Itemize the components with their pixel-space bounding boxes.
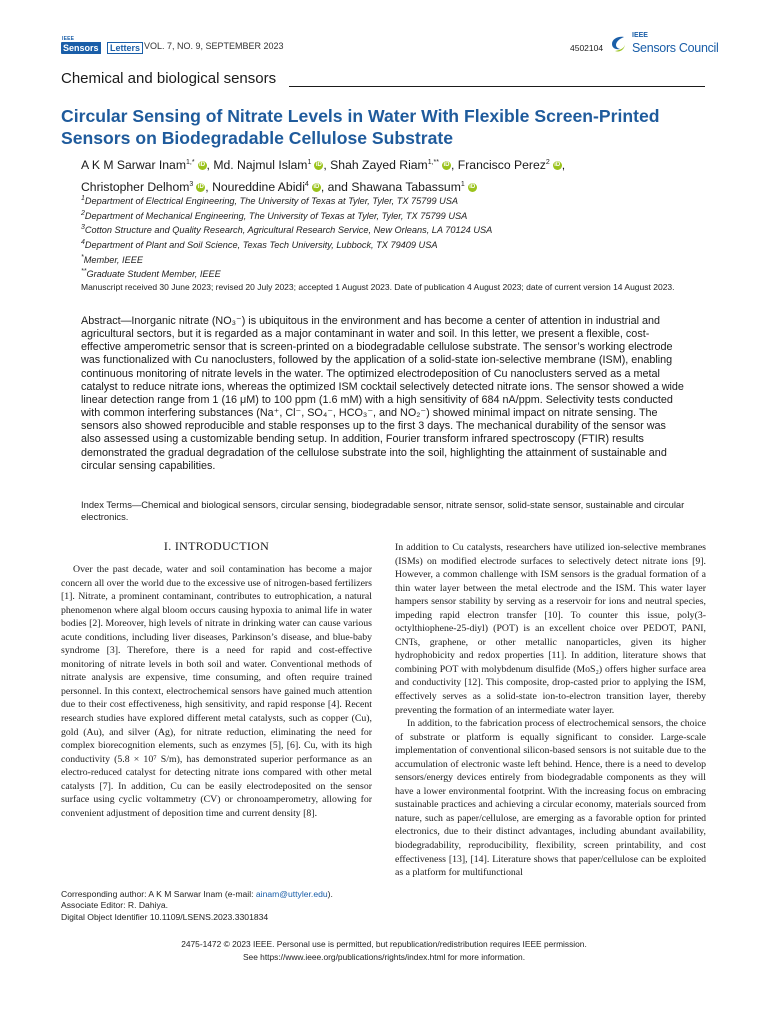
author-name: Shawana Tabassum — [351, 180, 461, 195]
sensors-council-swoosh-icon — [608, 34, 628, 54]
manuscript-info: Manuscript received 30 June 2023; revised 20 July 2023; accepted 1 August 2023. Date of publication 4 August 2023; date of current version 14 August 2023. — [81, 282, 675, 292]
author-list: A K M Sarwar Inam$^{1,*}$ iD , Md. Najmul Islam$^1$ iD , Shah Zayed Riam$^{1,**}$ iD , Francisco Perez$^2$ iD , Christopher Delhom$^3$ iD , Noureddine Abidi$^4$ iD , and Shawana Tabassum$^1$ iD — [81, 158, 566, 195]
rights-link-line: See https://www.ieee.org/publications/rights/index.html for more information. — [242, 951, 526, 962]
footnotes — [61, 889, 372, 923]
author-name: Noureddine Abidi — [212, 180, 305, 195]
author-affil-mark: 1,** — [427, 159, 440, 166]
affiliation-item: $^1$Department of Electrical Engineering, The University of Texas at Tyler, Tyler, TX 75799 USA — [81, 195, 459, 207]
doi: Digital Object Identifier 10.1109/LSENS.2023.3301834 — [61, 911, 269, 922]
left-column — [61, 563, 372, 820]
section-rule — [289, 86, 705, 87]
sensors-letters-logo — [61, 38, 151, 56]
abstract-label: Abstract — [81, 315, 121, 327]
associate-editor: Associate Editor: R. Dahiya. — [61, 900, 168, 911]
author-affil-mark: 1,* — [185, 159, 195, 166]
author-name: Francisco Perez — [457, 158, 546, 173]
affiliation-item: $^3$Cotton Structure and Quality Research, Agricultural Research Service, New Orleans, LA 70124 USA — [81, 224, 493, 236]
orcid-icon[interactable]: iD — [469, 184, 476, 191]
affiliation-item: $^2$Department of Mechanical Engineering, The University of Texas at Tyler, Tyler, TX 75799 USA — [81, 209, 468, 221]
affiliation-item: *Member, IEEE — [81, 253, 143, 265]
body-paragraph: Over the past decade, water and soil contamination has become a major concern all over the world due to the excessive use of nitrogen-based fertilizers [1]. Nitrate, a prominent contaminant, contributes to eutrophication, a natural phenomenon where algal bloom occurs causing hypoxia to animal life in water bodies [2]. Moreover, high levels of nitrate in drinking water can cause various acute conditions, including liver diseases, Parkinson’s disease, and blue-baby syndrome [3]. Therefore, there is a need for rapid and cost-effective monitoring of nitrate levels in both soil and water. Conventional methods of nitrate analysis are expensive, time consuming, and often require trained personnel. In this context, electrochemical sensors have gained much attention due to their cost effectiveness, high sensitivity, and rapid response [4]. Recent research studies have explored different metal catalysts, such as copper (Cu), gold (Au), and silver (Ag), for nitrate reduction, eliminating the need for complex biorecognition elements, such as enzymes [5], [6]. Cu, with its high conductivity (5.8 × 10⁷ S/m), has demonstrated superior performance as an electro-reduced catalyst for detecting nitrate ions compared with other metal catalysts [7]. In addition, Cu can be easily electrodeposited on the sensor surface using cyclic voltammetry (CV) or chronoamperometry, allowing for convenient adjustment of deposition time and current density [8]. — [61, 564, 372, 819]
author-affil-mark: 2 — [545, 159, 550, 166]
orcid-icon[interactable]: iD — [313, 184, 320, 191]
author-affil-mark: 3 — [189, 181, 194, 189]
council-ieee-text: IEEE — [632, 32, 648, 39]
logo-letters-text: Letters — [107, 42, 143, 54]
introduction-heading: I. INTRODUCTION — [163, 539, 270, 553]
sensors-council-logo — [608, 32, 719, 58]
abstract: Abstract—Inorganic nitrate (NO₃⁻) is ubiquitous in the environment and has become a center of attention in industrial and agricultural sectors, but it is regarded as a major contaminant in water and soil. In this letter, we present a flexible, cost-effective amperometric sensor that is screen-printed on a biodegradable cellulose substrate. The sensor’s working electrode was functionalized with Cu nanoclusters, followed by the application of a solid-state ion-selective membrane (ISM), enabling continuous monitoring of nitrate levels in the water. The optimized electrodeposition of Cu nanoclusters served as a metal catalyst to reduce nitrate ions, whereas the optimized ISM cocktail selectively detected nitrate ions. The sensor showed a wide linear detection range from 1 (16 μM) to 100 ppm (1.6 mM) with a high sensitivity of 684 nA/ppm. Selectivity tests conducted with common interfering substances (Na⁺, Cl⁻, SO₄⁻, HCO₃⁻, and NO₂⁻) showed minimal impact on nitrate sensing. The sensors also showed reproducible and stable responses up to the first 3 days. The mechanical durability of the sensor was also assessed using a customizable bending setup. In addition, Fourier transform infrared spectroscopy (FTIR) results demonstrated the gradual degradation of the cellulose substrate into the soil, highlighting the attainment of sustainable and circular sensing capabilities. — [81, 315, 684, 472]
author-affil-mark: 1 — [460, 181, 465, 189]
author-affil-mark: 1 — [307, 159, 312, 166]
body-paragraph: In addition, to the fabrication process of electrochemical sensors, the choice of substrate or platform is equally significant to consider. Large-scale implementation of conventional silicon-based sensors is not suitable due to the accumulation of electronic waste left behind. Hence, there is a need to develop sensors/energy devices entirely from biodegradable components as they will have a lower environmental footprint. With the increasing focus on embracing sustainable practices and achieving a circular economy, materials sourced from nature, such as paper/cellulose, are emerging as a favorable option for printed electronics, due to their distinct advantages, including abundant availability, biodegradability, reproducibility, flexibility, screen printability, and cost effectiveness [13], [14]. Literature shows that paper/cellulose can be exploited as a platform for multifunctional — [395, 718, 706, 879]
orcid-icon[interactable]: iD — [554, 162, 561, 169]
volume-info: VOL. 7, NO. 9, SEPTEMBER 2023 — [144, 41, 284, 51]
orcid-icon[interactable]: iD — [199, 162, 206, 169]
author-affil-mark: 4 — [304, 181, 309, 189]
council-name: Sensors Council — [632, 41, 719, 55]
logo-sensors-text: Sensors — [63, 43, 99, 53]
right-column — [395, 541, 706, 880]
logo-ieee-text: IEEE — [62, 36, 75, 42]
affiliations — [81, 193, 701, 281]
author-name: A K M Sarwar Inam — [81, 158, 186, 173]
paper-title: Circular Sensing of Nitrate Levels in Water With Flexible Screen-Printed Sensors on Biodegradable Cellulose Substrate — [61, 106, 660, 148]
section-heading: Chemical and biological sensors — [61, 70, 277, 87]
index-terms-label: Index Terms — [81, 499, 132, 510]
affiliation-item: $^4$Department of Plant and Soil Science, Texas Tech University, Lubbock, TX 79409 USA — [81, 238, 438, 251]
affiliation-item: **Graduate Student Member, IEEE — [81, 268, 221, 280]
author-name: Christopher Delhom — [81, 180, 190, 195]
page-number: 4502104 — [570, 43, 604, 53]
index-terms: Index Terms—Chemical and biological sensors, circular sensing, biodegradable sensor, nitrate sensor, solid-state sensor, sustainable and circular electronics. — [81, 499, 685, 523]
copyright-line: 2475-1472 © 2023 IEEE. Personal use is permitted, but republication/redistribution requires IEEE permission. — [181, 939, 587, 949]
body-paragraph: In addition to Cu catalysts, researchers have utilized ion-selective membranes (ISMs) on modified electrode surfaces to selectively detect nitrate ions [9]. However, a common challenge with ISM sensors is the gradual formation of a thin water layer between the metal electrode and the ISM. This water layer hampers sensor stability by serving as a reservoir for ions and neutral species, impeding rapid electron transfer [10]. To counter this issue, poly(3-octylthiophene-25-diyl) (POT) is an excellent choice over PEDOT, PANI, CNTs, graphene, or other metallic nanoparticles, given its higher hydrophobicity and redox properties [11]. In addition, literature shows that combining POT with molybdenum disulfide (MoS₂) offers higher surface area and conductivity [12]. This composite, drop-casted prior to applying the ISM, effectively serves as a solid-state ion-to-electron transition layer, thereby preventing the formation of an intermediate water layer. — [395, 542, 706, 716]
orcid-icon[interactable]: iD — [443, 162, 450, 169]
author-name: Shah Zayed Riam — [330, 158, 428, 173]
copyright-footer — [0, 938, 768, 963]
abstract-text: Inorganic nitrate (NO₃⁻) is ubiquitous in the environment and has become a center of attention in industrial and agricultural sectors, but it is regarded as a major contaminant in water and soil. In this letter, we present a flexible, cost-effective amperometric sensor that is screen-printed on a biodegradable cellulose substrate. The sensor’s working electrode was functionalized with Cu nanoclusters, followed by the application of a solid-state ion-selective membrane (ISM), enabling continuous monitoring of nitrate levels in the water. The optimized electrodeposition of Cu nanoclusters served as a metal catalyst to reduce nitrate ions, whereas the optimized ISM cocktail selectively detected nitrate ions. The sensor showed a wide linear detection range from 1 (16 μM) to 100 ppm (1.6 mM) with a high sensitivity of 684 nA/ppm. Selectivity tests conducted with common interfering substances (Na⁺, Cl⁻, SO₄⁻, HCO₃⁻, and NO₂⁻) showed minimal impact on nitrate sensing. The sensors also showed reproducible and stable responses up to the first 3 days. The mechanical durability of the sensor was also assessed using a customizable bending setup. In addition, Fourier transform infrared spectroscopy (FTIR) results demonstrated the gradual degradation of the cellulose substrate into the soil, highlighting the attainment of sustainable and circular sensing capabilities. — [81, 315, 684, 472]
orcid-icon[interactable]: iD — [197, 184, 204, 191]
author-name: Md. Najmul Islam — [213, 158, 308, 173]
orcid-icon[interactable]: iD — [315, 162, 322, 169]
journal-header — [61, 32, 719, 56]
author-email-link[interactable]: ainam@uttyler.edu — [255, 889, 328, 899]
index-terms-text: Chemical and biological sensors, circular sensing, biodegradable sensor, nitrate sensor, solid-state sensor, sustainable and circular electronics. — [81, 499, 685, 523]
corresponding-author: Corresponding author: A K M Sarwar Inam (e-mail: ainam@uttyler.edu). — [61, 889, 333, 899]
author-conjunction: and — [327, 180, 348, 195]
